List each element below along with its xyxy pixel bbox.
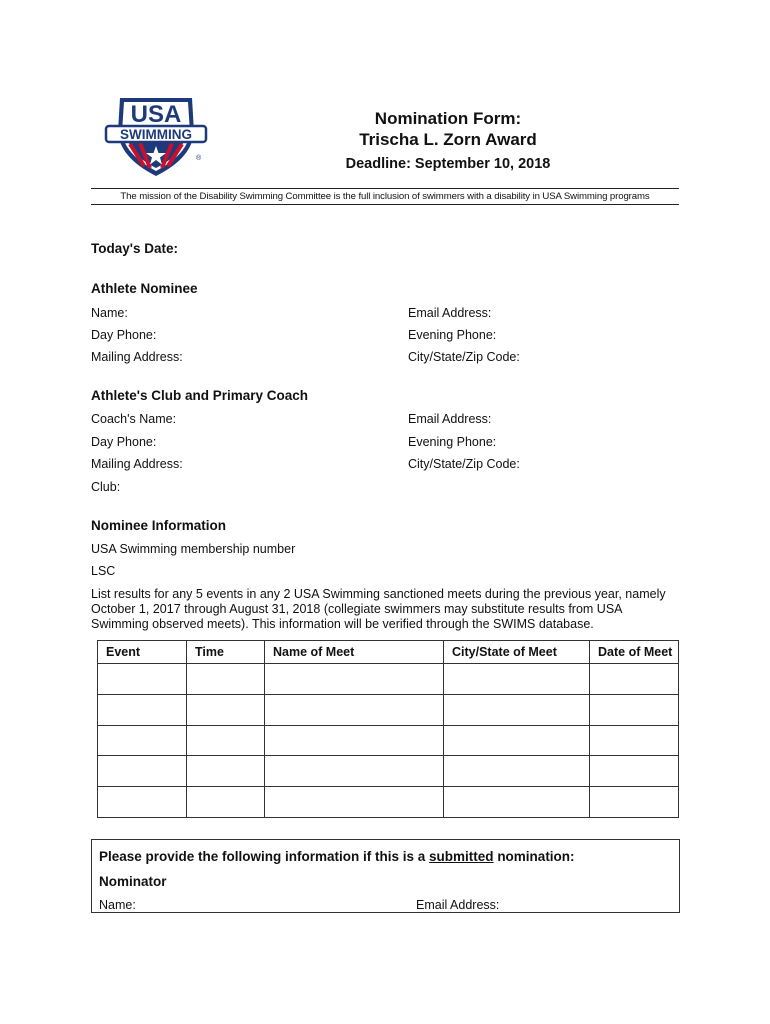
submitted-heading-underlined: submitted <box>429 849 494 864</box>
athlete-mailing-address-label: Mailing Address: <box>91 350 183 364</box>
cell-name-of-meet[interactable] <box>265 694 444 725</box>
results-instructions: List results for any 5 events in any 2 USA Swimming sanctioned meets during the previous year, namely October 1, 2017 through August 31, 2018 (collegiate swimmers may substitute results from USA Swimming observed meets). This information will be verified through the SWIMS database. <box>91 587 666 631</box>
cell-date[interactable] <box>590 694 679 725</box>
cell-date[interactable] <box>590 664 679 695</box>
cell-date[interactable] <box>590 725 679 756</box>
cell-city-state[interactable] <box>444 725 590 756</box>
col-event: Event <box>98 641 187 664</box>
usa-swimming-shield-icon <box>100 96 210 178</box>
col-date-of-meet: Date of Meet <box>590 641 679 664</box>
athlete-nominee-heading: Athlete Nominee <box>91 281 198 296</box>
coach-evening-phone-label: Evening Phone: <box>408 435 497 449</box>
athlete-evening-phone-label: Evening Phone: <box>408 328 497 342</box>
cell-event[interactable] <box>98 664 187 695</box>
cell-time[interactable] <box>187 756 265 787</box>
todays-date-label: Today's Date: <box>91 241 178 256</box>
results-table <box>97 640 679 818</box>
submitted-heading <box>99 849 575 864</box>
nominator-email-label: Email Address: <box>416 898 500 912</box>
cell-event[interactable] <box>98 756 187 787</box>
cell-event[interactable] <box>98 694 187 725</box>
coach-city-state-zip-label: City/State/Zip Code: <box>408 457 520 471</box>
membership-number-label: USA Swimming membership number <box>91 542 296 556</box>
header-rule-top <box>91 188 679 189</box>
lsc-label: LSC <box>91 564 116 578</box>
table-row <box>98 664 679 695</box>
cell-name-of-meet[interactable] <box>265 664 444 695</box>
cell-name-of-meet[interactable] <box>265 756 444 787</box>
mission-statement: The mission of the Disability Swimming Committee is the full inclusion of swimmers with a disability in USA Swimming programs <box>120 191 650 202</box>
col-name-of-meet: Name of Meet <box>265 641 444 664</box>
cell-time[interactable] <box>187 694 265 725</box>
coach-heading: Athlete's Club and Primary Coach <box>91 388 309 403</box>
coach-day-phone-label: Day Phone: <box>91 435 157 449</box>
header-rule-bottom <box>91 204 679 205</box>
cell-city-state[interactable] <box>444 756 590 787</box>
club-label: Club: <box>91 480 121 494</box>
table-row <box>98 694 679 725</box>
submitted-nomination-box <box>91 839 680 913</box>
form-title: Nomination Form: <box>374 109 522 128</box>
cell-name-of-meet[interactable] <box>265 725 444 756</box>
col-city-state-of-meet: City/State of Meet <box>444 641 590 664</box>
athlete-city-state-zip-label: City/State/Zip Code: <box>408 350 520 364</box>
cell-date[interactable] <box>590 787 679 818</box>
cell-date[interactable] <box>590 756 679 787</box>
col-time: Time <box>187 641 265 664</box>
cell-time[interactable] <box>187 787 265 818</box>
athlete-email-label: Email Address: <box>408 306 492 320</box>
cell-city-state[interactable] <box>444 664 590 695</box>
submitted-heading-text-before: Please provide the following information if this is a <box>99 849 430 864</box>
nominee-info-heading: Nominee Information <box>91 518 227 533</box>
cell-city-state[interactable] <box>444 787 590 818</box>
results-header-row <box>98 641 679 664</box>
cell-event[interactable] <box>98 787 187 818</box>
logo-registered-mark: ® <box>196 155 202 162</box>
table-row <box>98 756 679 787</box>
coach-mailing-address-label: Mailing Address: <box>91 457 183 471</box>
submitted-heading-text-after: nomination: <box>493 849 575 864</box>
coach-email-label: Email Address: <box>408 412 492 426</box>
cell-time[interactable] <box>187 664 265 695</box>
cell-time[interactable] <box>187 725 265 756</box>
cell-name-of-meet[interactable] <box>265 787 444 818</box>
coach-name-label: Coach's Name: <box>91 412 177 426</box>
logo-usa-text: USA <box>130 101 182 128</box>
nominator-name-label: Name: <box>99 898 136 912</box>
table-row <box>98 787 679 818</box>
table-row <box>98 725 679 756</box>
usa-swimming-logo <box>100 96 210 178</box>
athlete-name-label: Name: <box>91 306 128 320</box>
nominator-heading: Nominator <box>99 874 167 889</box>
cell-city-state[interactable] <box>444 694 590 725</box>
logo-swimming-text: SWIMMING <box>120 127 192 142</box>
award-title: Trischa L. Zorn Award <box>359 130 537 149</box>
cell-event[interactable] <box>98 725 187 756</box>
deadline: Deadline: September 10, 2018 <box>345 156 551 172</box>
athlete-day-phone-label: Day Phone: <box>91 328 157 342</box>
